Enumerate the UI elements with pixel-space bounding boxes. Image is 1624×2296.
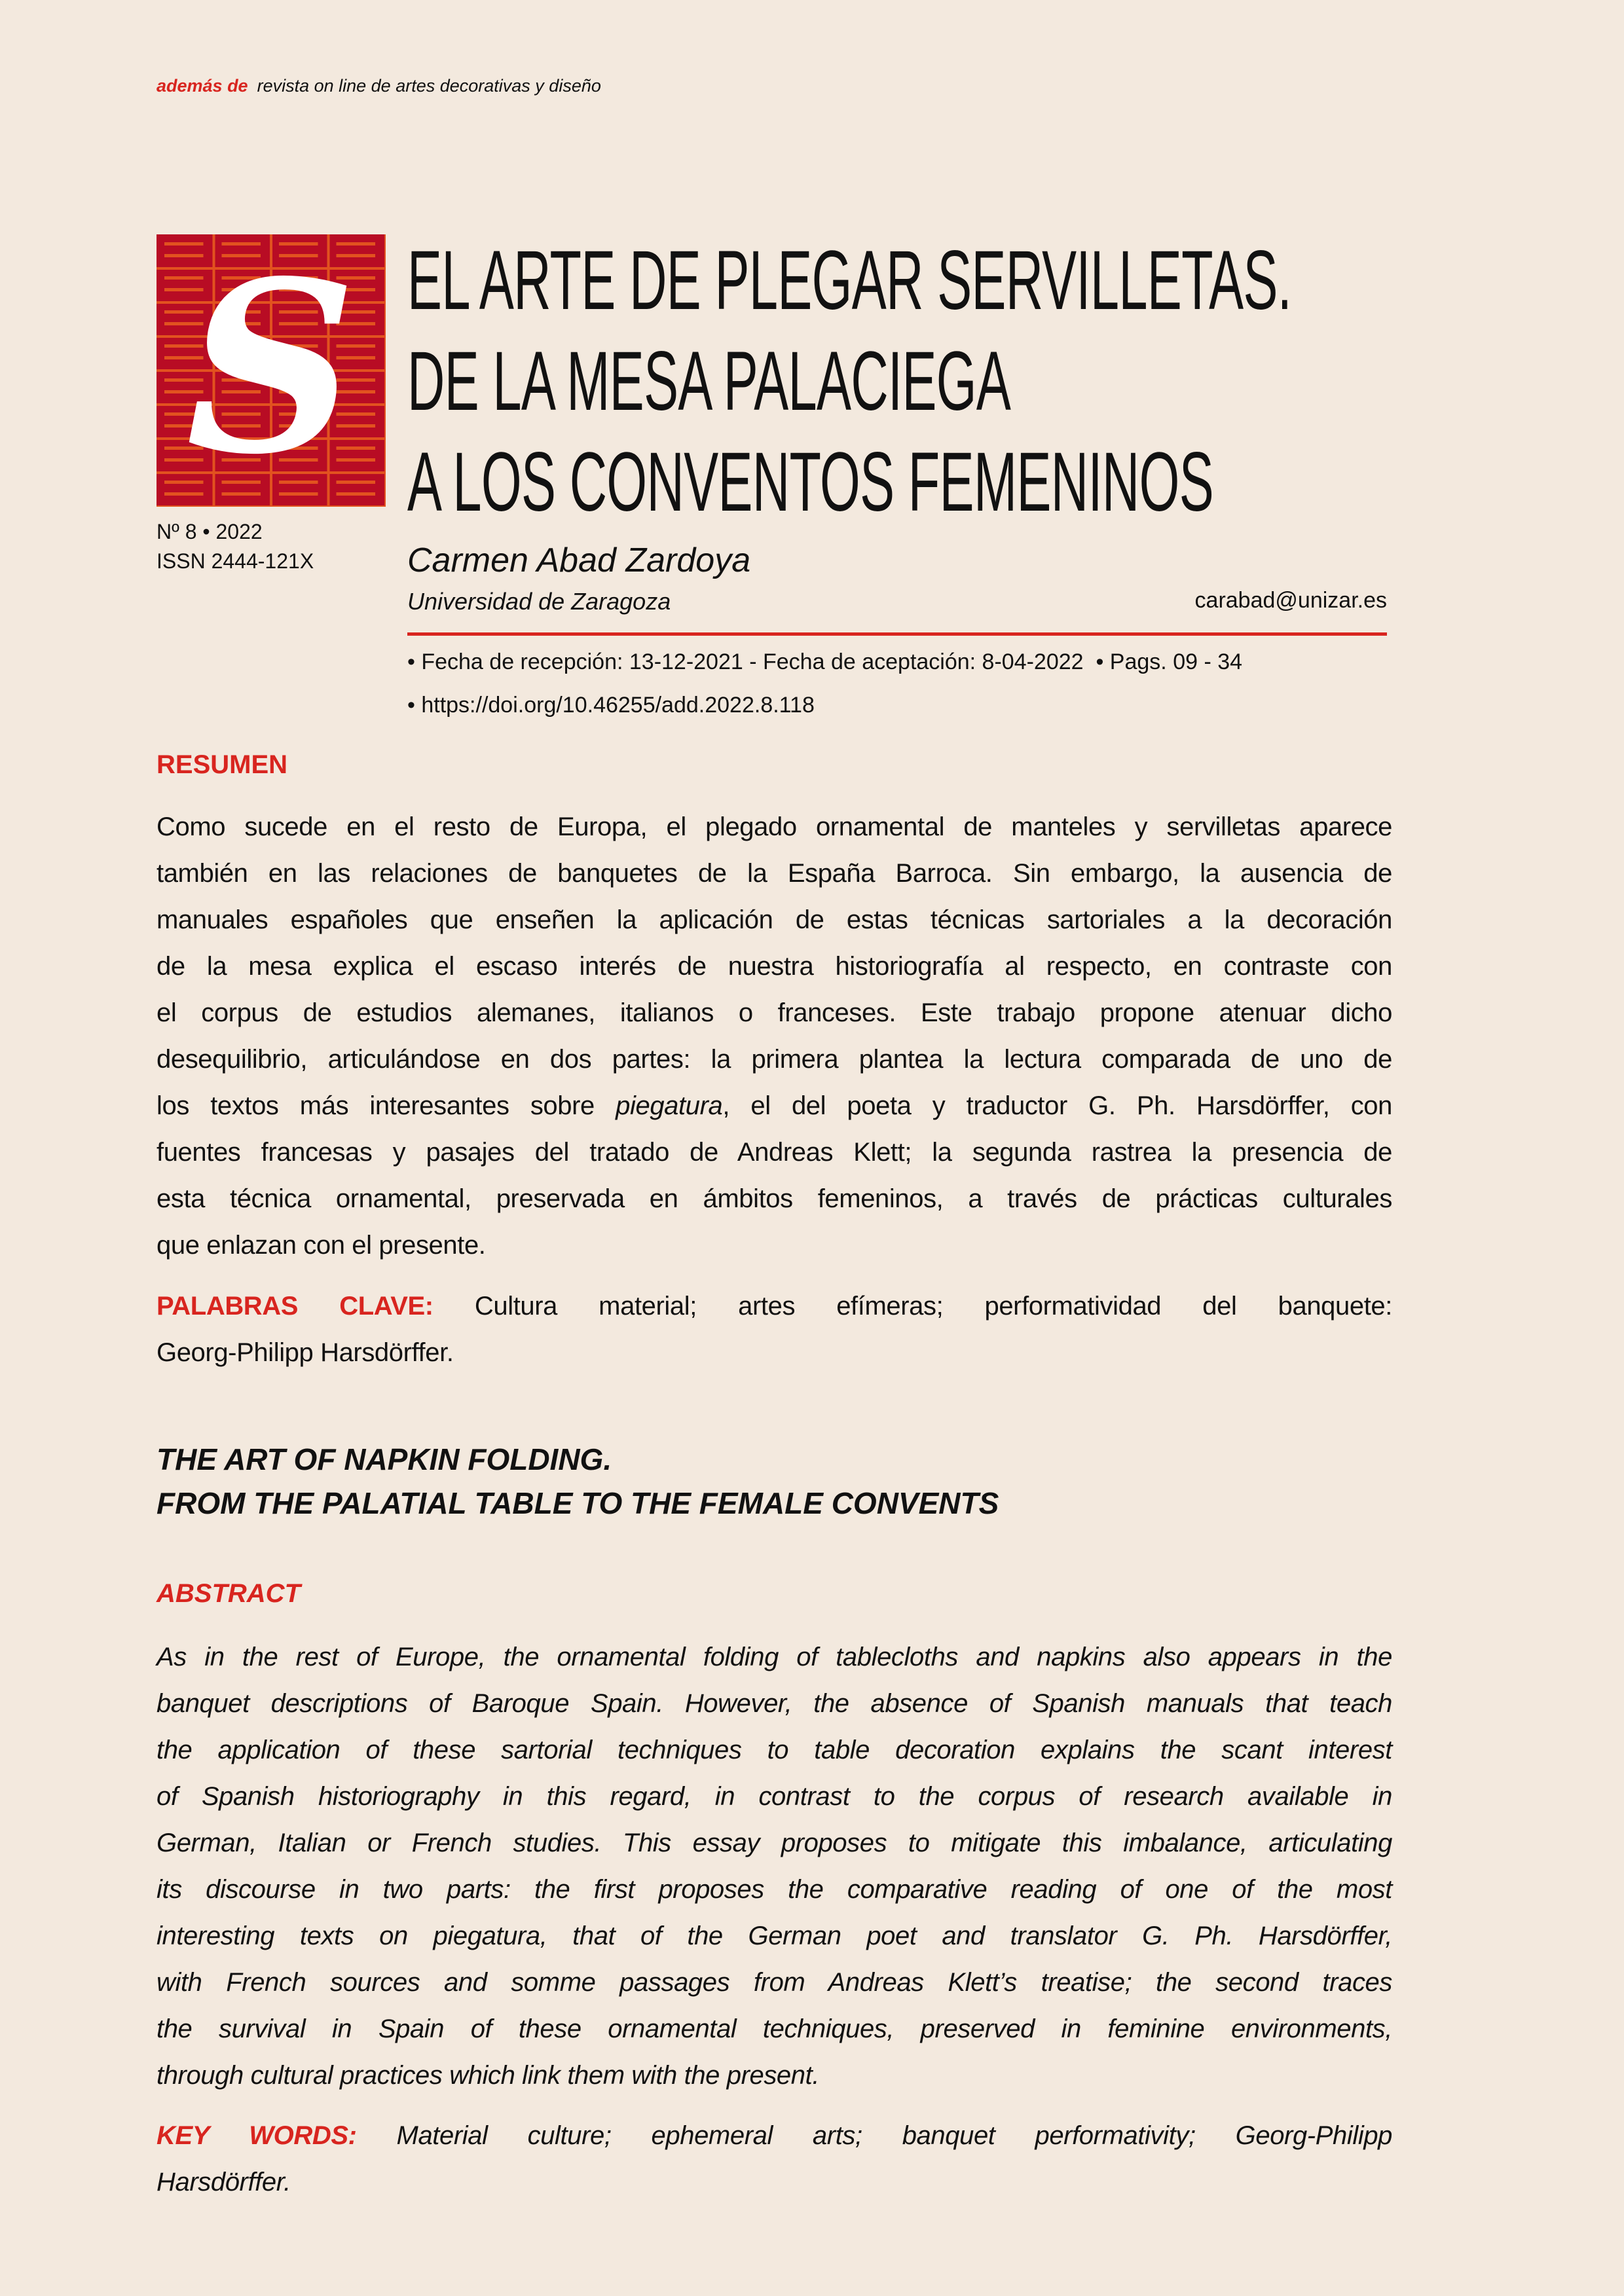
- text-line: [157, 1083, 1392, 1129]
- text-line: As in the rest of Europe, the ornamental folding of tablecloths and napkins also appears in the: [157, 1643, 1392, 1671]
- keywords-text: Cultura material; artes efímeras; performatividad del banquete:: [433, 1292, 1392, 1321]
- doi-link[interactable]: • https://doi.org/10.46255/add.2022.8.118: [407, 693, 815, 718]
- journal-subtitle: revista on line de artes decorativas y diseño: [257, 76, 601, 96]
- text-line: Como sucede en el resto de Europa, el plegado ornamental de manteles y servilletas aparece: [157, 812, 1392, 841]
- text-span: piegatura: [616, 1091, 723, 1120]
- article-title: [407, 230, 1416, 533]
- english-title-line: FROM THE PALATIAL TABLE TO THE FEMALE CONVENTS: [157, 1486, 999, 1520]
- keywords-text: Harsdörffer.: [157, 2168, 291, 2196]
- title-line: DE LA MESA PALACIEGA: [407, 335, 1011, 428]
- journal-brand: además de: [157, 76, 248, 96]
- logo-letter: S: [186, 234, 356, 506]
- text-line: of Spanish historiography in this regard, in contrast to the corpus of research available in: [157, 1782, 1392, 1811]
- text-line: que enlazan con el presente.: [157, 1231, 486, 1260]
- english-title: [157, 1438, 999, 1525]
- author-email[interactable]: carabad@unizar.es: [1194, 588, 1387, 613]
- resumen-heading: RESUMEN: [157, 750, 288, 779]
- abstract-body: [157, 1634, 1392, 2099]
- keywords-text: Georg-Philipp Harsdörffer.: [157, 1338, 454, 1367]
- english-title-line: THE ART OF NAPKIN FOLDING.: [157, 1442, 612, 1476]
- text-line: German, Italian or French studies. This essay proposes to mitigate this imbalance, articulating: [157, 1829, 1392, 1857]
- text-line: the application of these sartorial techniques to table decoration explains the scant interest: [157, 1736, 1392, 1764]
- text-line: through cultural practices which link them with the present.: [157, 2061, 820, 2090]
- divider: [407, 632, 1387, 636]
- issue-info: [157, 517, 314, 576]
- text-span: , el del poeta y traductor G. Ph. Harsdörffer, con: [722, 1091, 1392, 1120]
- abstract-heading: ABSTRACT: [157, 1579, 301, 1608]
- text-line: de la mesa explica el escaso interés de nuestra historiografía al respecto, en contraste con: [157, 952, 1392, 981]
- issn: ISSN 2444-121X: [157, 549, 314, 573]
- keywords-label: PALABRAS CLAVE:: [157, 1292, 434, 1321]
- journal-header: [157, 76, 601, 96]
- journal-logo: [157, 234, 386, 507]
- text-line: with French sources and somme passages from Andreas Klett’s treatise; the second traces: [157, 1968, 1392, 1997]
- keywords-label: KEY WORDS:: [157, 2121, 357, 2150]
- text-line: esta técnica ornamental, preservada en ámbitos femeninos, a través de prácticas culturales: [157, 1184, 1392, 1213]
- text-line: interesting texts on piegatura, that of the German poet and translator G. Ph. Harsdörffer,: [157, 1922, 1392, 1950]
- title-line: A LOS CONVENTOS FEMENINOS: [407, 435, 1214, 529]
- issue-number: Nº 8 • 2022: [157, 520, 263, 543]
- title-line: EL ARTE DE PLEGAR SERVILLETAS.: [407, 234, 1292, 327]
- text-span: los textos más interesantes sobre: [157, 1091, 616, 1120]
- resumen-body: [157, 804, 1392, 1269]
- text-line: the survival in Spain of these ornamental techniques, preserved in feminine environments,: [157, 2014, 1392, 2043]
- text-line: its discourse in two parts: the first proposes the comparative reading of one of the most: [157, 1875, 1392, 1904]
- text-line: también en las relaciones de banquetes de la España Barroca. Sin embargo, la ausencia de: [157, 859, 1392, 888]
- dates-pages: • Fecha de recepción: 13-12-2021 - Fecha de aceptación: 8-04-2022 • Pags. 09 - 34: [407, 649, 1243, 674]
- key-words: [157, 2113, 1392, 2206]
- text-line: fuentes francesas y pasajes del tratado de Andreas Klett; la segunda rastrea la presencia de: [157, 1138, 1392, 1167]
- text-line: manuales españoles que enseñen la aplicación de estas técnicas sartoriales a la decoración: [157, 905, 1392, 934]
- keywords-text: Material culture; ephemeral arts; banquet performativity; Georg-Philipp: [356, 2121, 1393, 2150]
- text-line: banquet descriptions of Baroque Spain. However, the absence of Spanish manuals that teach: [157, 1689, 1392, 1718]
- text-line: desequilibrio, articulándose en dos partes: la primera plantea la lectura comparada de uno de: [157, 1045, 1392, 1074]
- text-line: el corpus de estudios alemanes, italianos o franceses. Este trabajo propone atenuar dicho: [157, 998, 1392, 1027]
- author-name: Carmen Abad Zardoya: [407, 541, 751, 579]
- palabras-clave: [157, 1283, 1392, 1376]
- author-affiliation: Universidad de Zaragoza: [407, 588, 671, 615]
